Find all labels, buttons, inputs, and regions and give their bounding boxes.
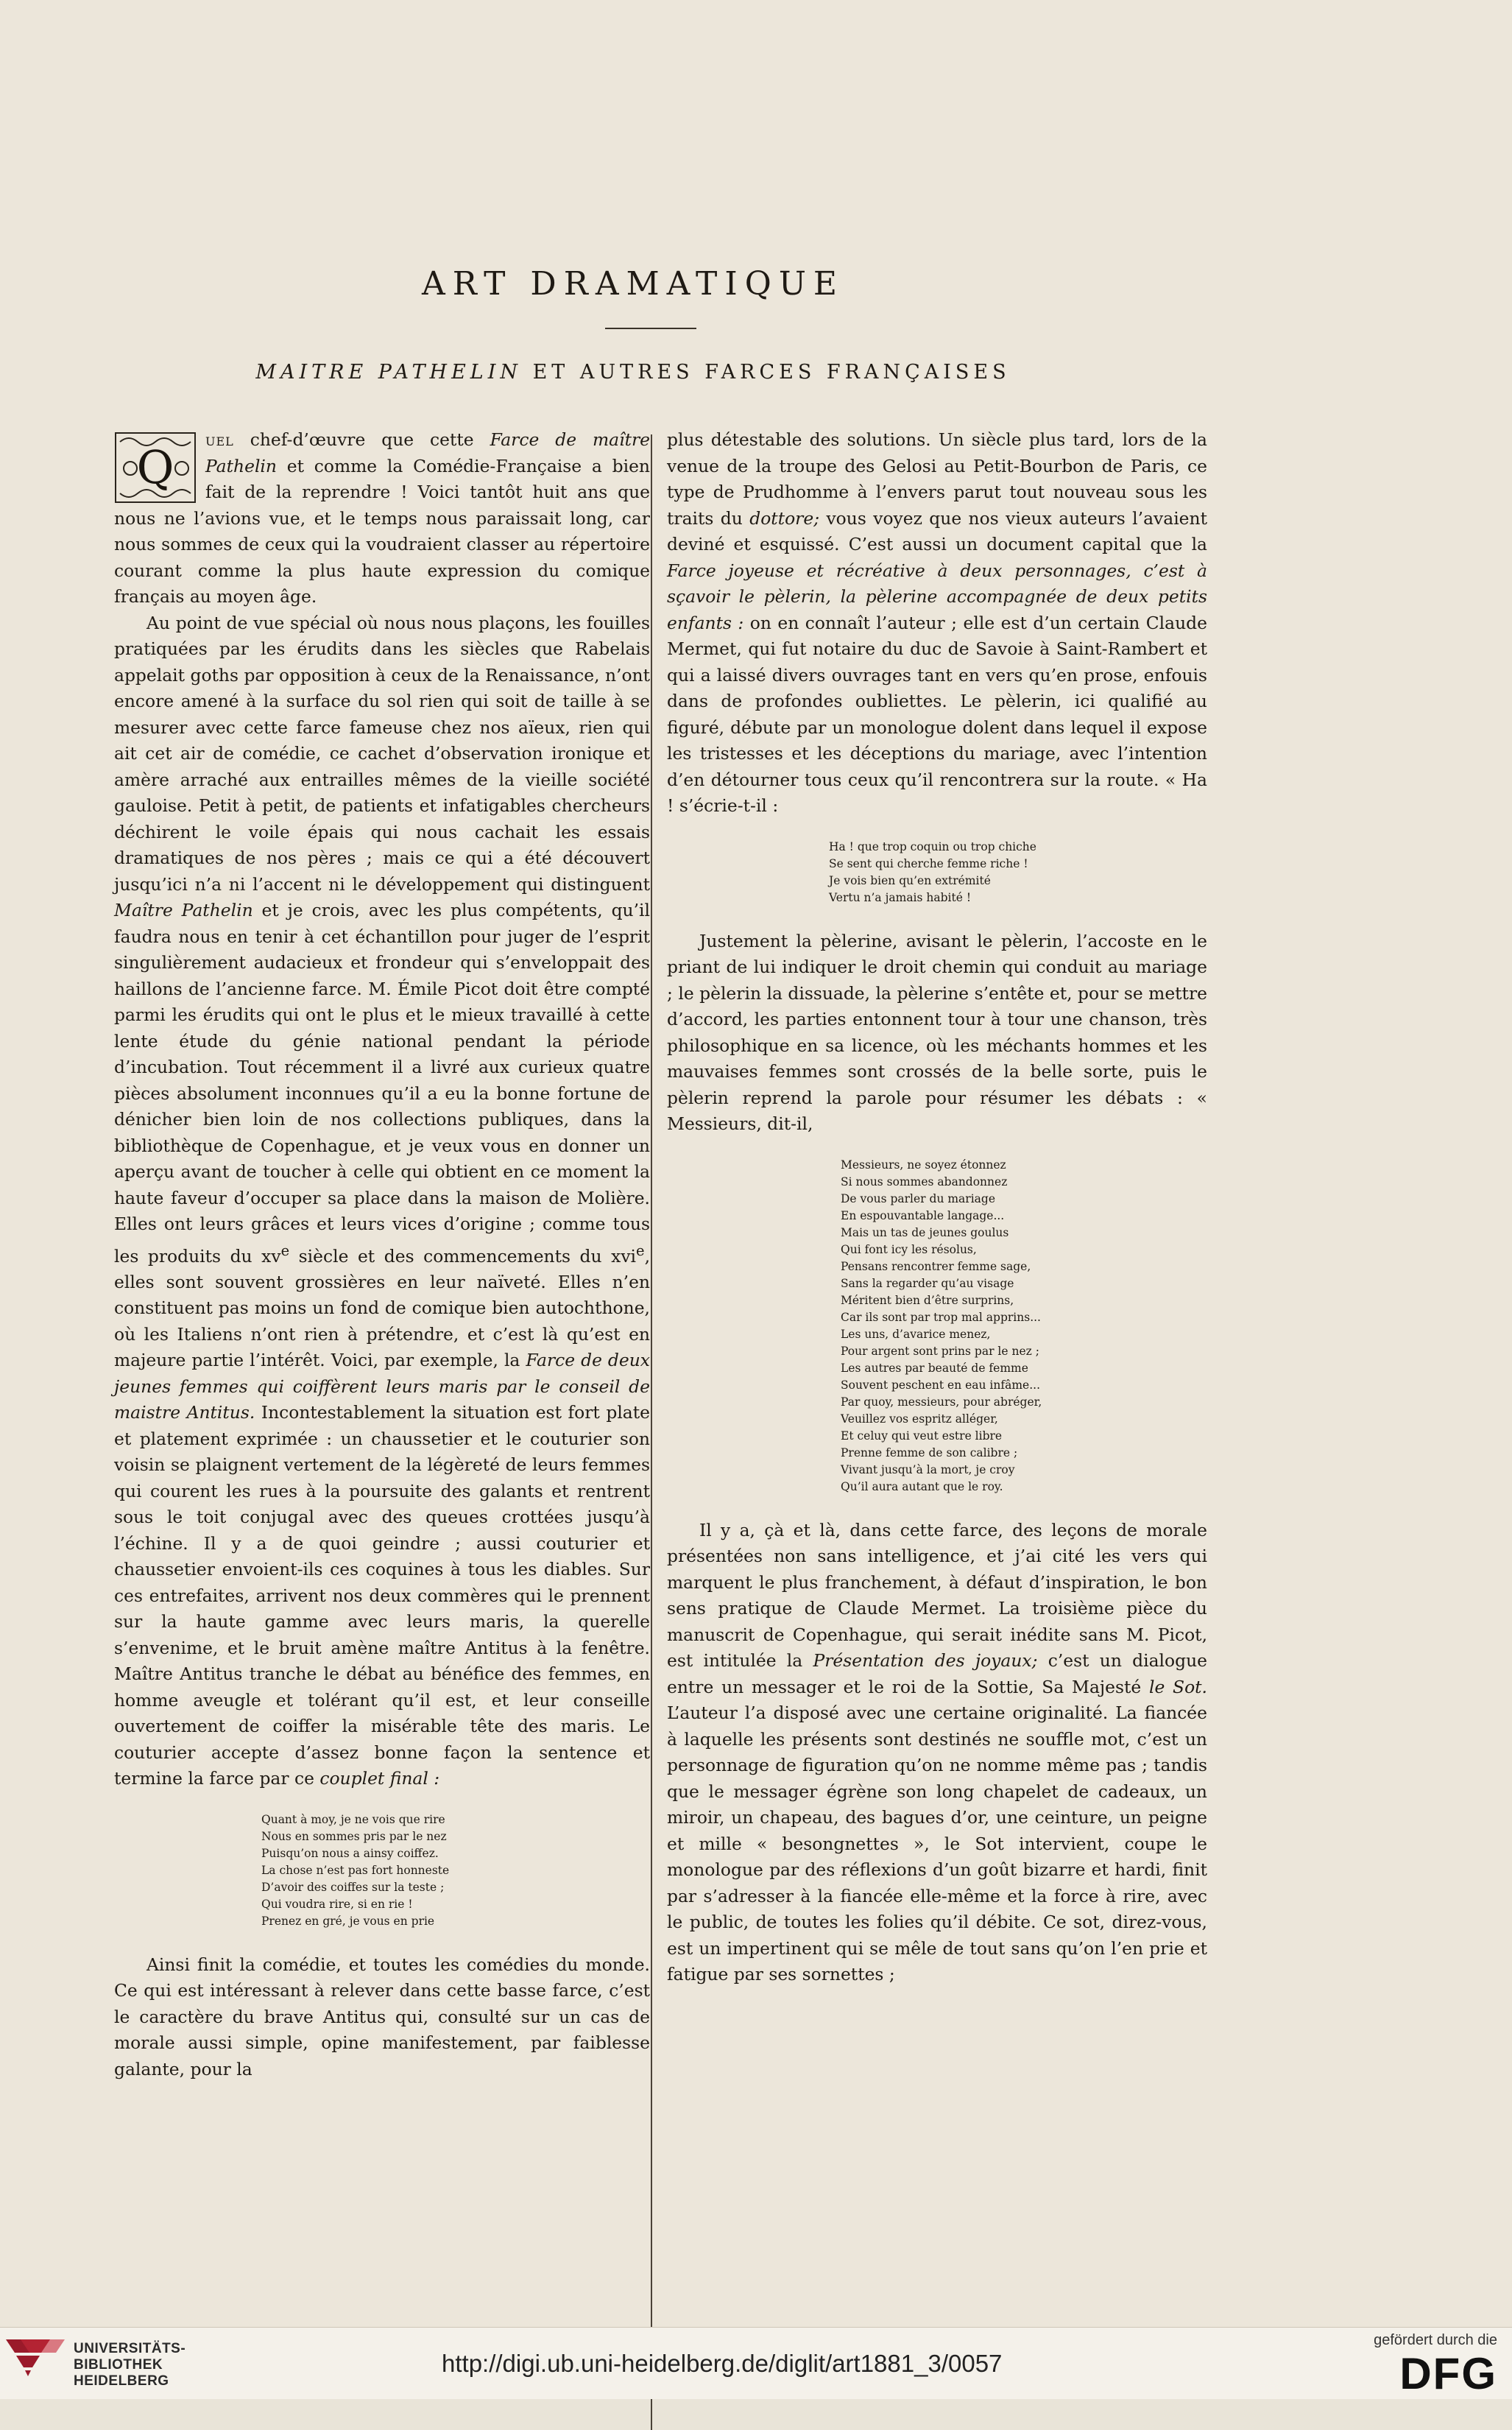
- verse-line: Si nous sommes abandonnez: [841, 1174, 1008, 1188]
- verse-line: De vous parler du mariage: [841, 1191, 995, 1205]
- viewer-footer: [0, 2327, 1512, 2399]
- right-p1-text-c: on en connaît l’auteur ; elle est d’un certain Claude Mermet, qui fut notaire du duc de Savoie à Saint-Rambert et qui a laissé divers ouvrages tant en vers qu’en prose, enfouis dans de profondes oubliettes. Le pèlerin, ici qualifié au figuré, débute par un monologue dolent dans lequel il expose les tristesses et les déceptions du mariage, avec l’intention d’en détourner tous ceux qu’il rencontrera sur la route. « Ha ! s’écrie-t-il :: [667, 612, 1207, 816]
- left-verse: [114, 1811, 650, 1930]
- verse-line: Les autres par beauté de femme: [841, 1361, 1028, 1375]
- verse-line: Messieurs, ne soyez étonnez: [841, 1158, 1006, 1172]
- verse-line: Vertu n’a jamais habité !: [829, 890, 972, 904]
- verse-line: Je vois bien qu’en extrémité: [829, 873, 991, 887]
- verse-line: Car ils sont par trop mal apprins...: [841, 1310, 1041, 1324]
- verse-line: Sans la regarder qu’au visage: [841, 1276, 1014, 1290]
- right-p3-text-a: Il y a, çà et là, dans cette farce, des leçons de morale présentées non sans intelligence, et j’ai cité les vers qui marquent le plus franchement, à défaut d’inspiration, le bon sens pratique de Claude Mermet. La troisième pièce du manuscrit de Copenhague, qui serait inédite sans M. Picot, est intitulée la: [667, 1519, 1207, 1671]
- left-p2-italic: Maître Pathelin: [114, 900, 253, 920]
- university-name-line-3: HEIDELBERG: [74, 2373, 169, 2389]
- right-verse-1: [667, 839, 1207, 906]
- left-p1-text-b: et comme la Comédie-Française a bien fait de la reprendre ! Voici tantôt huit ans que nous ne l’avions vue, et le temps nous paraissait long, car nous sommes de ceux qui la voudraient classer au répertoire courant comme la plus haute expression du comique français au moyen âge.: [114, 455, 650, 607]
- right-p1-text-b: vous voyez que nos vieux auteurs l’avaient deviné et esquissé. C’est aussi un document capital que la: [667, 507, 1207, 554]
- left-p2-text-e: Incontestablement la situation est fort plate et platement exprimée : un chaussetier et le couturier son voisin se plaignent vertement de la légèreté de leurs femmes qui courent les rues à la poursuite des galants et rentrent sous le toit conjugal avec des queues crottées jusqu’à l’échine. Il y a de quoi geindre ; aussi couturier et chaussetier envoient-ils ces coquines à tous les diables. Sur ces entrefaites, arrivent nos deux commères qui le prennent sur la haute gamme avec leurs maris, la querelle s’envenime, et le bruit amène maître Antitus à la fenêtre. Maître Antitus tranche le débat au bénéfice des femmes, en homme aveugle et tolérant qu’il est, et leur conseille ouvertement de coiffer la misérable tête des maris. Le couturier accepte d’assez bonne façon la sentence et termine la farce par ce: [114, 1402, 650, 1789]
- title-rule: [605, 328, 696, 329]
- verse-line: Souvent peschent en eau infâme...: [841, 1378, 1041, 1392]
- left-column: [114, 427, 650, 2082]
- verse-line: Mais un tas de jeunes goulus: [841, 1225, 1009, 1239]
- left-p2-text-b: et je crois, avec les plus compétents, qu’il faudra nous en tenir à cet échantillon pour juger de l’esprit singulièrement audacieux et frondeur qui s’enveloppait des haillons de l’ancienne farce. M. Émile Picot doit être compté parmi les érudits qui ont le plus et le mieux travaillé à cette lente étude du génie national pendant la période d’incubation. Tout récemment il a livré aux curieux quatre pièces absolument inconnues qu’il a eu la bonne fortune de dénicher bien loin de nos collections publiques, dans la bibliothèque de Copenhague, et je veux vous en donner un aperçu avant de toucher à celle qui obtient en ce moment la haute faveur d’occuper sa place dans la maison de Molière. Elles ont leurs grâces et leurs vices d’origine ; comme tous les produits du xv: [114, 900, 651, 1267]
- verse-line: Puisqu’on nous a ainsy coiffez.: [261, 1846, 439, 1860]
- left-p2-sup-1: e: [280, 1242, 290, 1259]
- verse-line: En espouvantable langage...: [841, 1208, 1005, 1222]
- verse-line: Ha ! que trop coquin ou trop chiche: [829, 839, 1036, 853]
- verse-line: Méritent bien d’être surprins,: [841, 1293, 1014, 1307]
- right-paragraph-1: [667, 427, 1207, 820]
- university-logo-icon[interactable]: [6, 2339, 66, 2388]
- subtitle-rest: ET AUTRES FARCES FRANÇAISES: [522, 361, 1011, 384]
- left-p2-italic-2: Farce de deux jeunes femmes qui coiffèrent leurs maris par le conseil de maistre Antitus.: [114, 1350, 651, 1423]
- right-paragraph-3: [667, 1518, 1207, 1988]
- verse-line: Nous en sommes pris par le nez: [261, 1829, 447, 1843]
- verse-line: Par quoy, messieurs, pour abréger,: [841, 1395, 1042, 1409]
- university-name-line-2: BIBLIOTHEK: [74, 2357, 163, 2373]
- left-p1-smallcaps: uel: [205, 429, 234, 450]
- left-p1-text-a: chef-d’œuvre que cette: [233, 429, 490, 450]
- right-p3-italic: Présentation des joyaux;: [813, 1650, 1038, 1671]
- verse-line: Prenne femme de son calibre ;: [841, 1445, 1018, 1459]
- right-p1-italic-2: Farce joyeuse et récréative à deux personnages, c’est à sçavoir le pèlerin, la pèlerine accompagnée de deux petits enfants :: [667, 560, 1207, 633]
- verse-line: La chose n’est pas fort honneste: [261, 1863, 450, 1877]
- left-p2-sup-2: e: [636, 1242, 645, 1259]
- permalink-url[interactable]: http://digi.ub.uni-heidelberg.de/diglit/art1881_3/0057: [442, 2350, 1003, 2377]
- verse-line: Qui voudra rire, si en rie !: [261, 1897, 413, 1911]
- page-title: ART DRAMATIQUE: [421, 265, 845, 303]
- verse-line: Les uns, d’avarice menez,: [841, 1327, 991, 1341]
- right-p3-italic-2: le Sot.: [1148, 1676, 1207, 1697]
- right-p1-text-a: plus détestable des solutions. Un siècle plus tard, lors de la venue de la troupe des Gelosi au Petit-Bourbon de Paris, ce type de Prudhomme à l’envers parut tout nouveau sous les traits du: [667, 429, 1207, 529]
- right-column: [649, 427, 1207, 2408]
- left-p2-text-a: Au point de vue spécial où nous nous plaçons, les fouilles pratiquées par les érudits dans les siècles que Rabelais appelait goths par opposition à ceux de la Renaissance, n’ont encore amené à la surface du sol rien qui soit de taille à se mesurer avec cette farce fameuse chez nos aïeux, rien qui ait cet air de comédie, ce cachet d’observation ironique et amère arraché aux entrailles mêmes de la vieille société gauloise. Petit à petit, de patients et infatigables chercheurs déchirent le voile épais qui nous cachait les essais dramatiques de nos pères ; mais ce qui a été découvert jusqu’ici n’a ni l’accent ni le développement qui distinguent: [114, 612, 650, 895]
- right-p3-text-b: c’est un dialogue entre un messager et le roi de la Sottie, Sa Majesté: [667, 1650, 1207, 1697]
- left-p2-text-c: siècle et des commencements du xvi: [289, 1245, 637, 1267]
- verse-line: Veuillez vos espritz alléger,: [841, 1412, 998, 1426]
- right-verse-2: [667, 1157, 1207, 1496]
- verse-line: D’avoir des coiffes sur la teste ;: [261, 1880, 445, 1894]
- verse-line: Pensans rencontrer femme sage,: [841, 1259, 1031, 1273]
- verse-line: Qu’il aura autant que le roy.: [841, 1479, 1003, 1493]
- left-paragraph-1: [114, 427, 650, 610]
- right-p3-text-c: L’auteur l’a disposé avec une certaine originalité. La fiancée à laquelle les présents sont destinés ne souffle mot, c’est un personnage de figuration qu’on ne nomme même pas ; tandis que le messager égrène son long chapelet de cadeaux, un miroir, un chapeau, des bagues d’or, une ceinture, un peigne et mille « besongnettes », le Sot intervient, coupe le monologue par des réflexions d’un goût bizarre et hardi, finit par s’adresser à la fiancée elle-même et la force à rire, avec le public, de toutes les folies qu’il débite. Ce sot, direz-vous, est un impertinent qui se mêle de tout sans qu’on l’en prie et fatigue par ses sornettes ;: [667, 1702, 1207, 1984]
- verse-line: Prenez en gré, je vous en prie: [261, 1914, 435, 1928]
- left-p2-italic-3: couplet final :: [319, 1768, 440, 1789]
- verse-line: Et celuy qui veut estre libre: [841, 1429, 1003, 1443]
- funded-by-label: gefördert durch die: [1374, 2332, 1497, 2348]
- dropcap-ornament-icon: [114, 432, 197, 504]
- verse-line: Pour argent sont prins par le nez ;: [841, 1344, 1039, 1358]
- dropcap-letter: Q: [136, 440, 174, 494]
- subtitle-italic: MAITRE PATHELIN: [255, 361, 522, 384]
- verse-line: Se sent qui cherche femme riche !: [829, 856, 1028, 870]
- dfg-logo[interactable]: DFG: [1399, 2349, 1497, 2398]
- left-paragraph-3: Ainsi finit la comédie, et toutes les comédies du monde. Ce qui est intéressant à relever dans cette basse farce, c’est le caractère du brave Antitus qui, consulté sur un cas de morale aussi simple, opine manifestement, par faiblesse galante, pour la: [114, 1954, 650, 2079]
- left-paragraph-2: [114, 610, 650, 1792]
- university-name: [74, 2341, 186, 2390]
- university-name-line-1: UNIVERSITÄTS-: [74, 2341, 186, 2356]
- verse-line: Quant à moy, je ne vois que rire: [261, 1812, 445, 1826]
- verse-line: Vivant jusqu’à la mort, je croy: [841, 1462, 1015, 1476]
- left-p2-text-d: , elles sont souvent grossières en leur naïveté. Elles n’en constituent pas moins un fond de comique bien autochthone, où les Italiens n’ont rien à prétendre, et c’est là qu’est en majeure partie l’intérêt. Voici, par exemple, la: [114, 1245, 650, 1371]
- right-p1-italic: dottore;: [749, 507, 820, 529]
- right-paragraph-2: Justement la pèlerine, avisant le pèlerin, l’accoste en le priant de lui indiquer le droit chemin qui conduit au mariage ; le pèlerin la dissuade, la pèlerine s’entête et, pour se mettre d’accord, les parties entonnent tour à tour une chanson, très philosophique en sa licence, où les méchants hommes et les mauvaises femmes sont crossés de la belle sorte, puis le pèlerin reprend la parole pour résumer les débats : « Messieurs, dit-il,: [667, 930, 1207, 1134]
- page-subtitle: [0, 361, 1266, 384]
- left-p1-italic: Farce de maître Pathelin: [205, 429, 650, 476]
- verse-line: Qui font icy les résolus,: [841, 1242, 977, 1256]
